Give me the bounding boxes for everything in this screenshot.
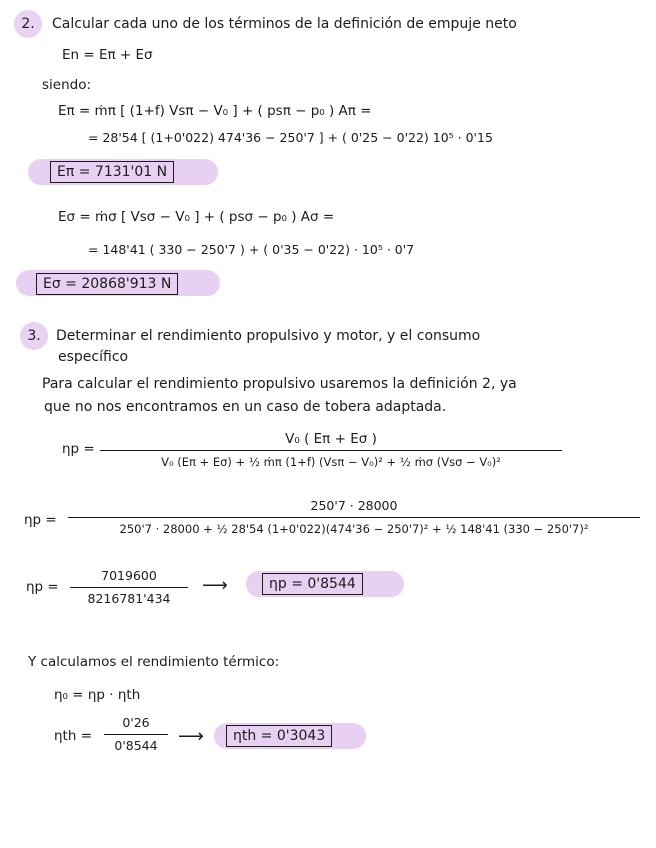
- section-3-title-line-2: específico: [58, 349, 129, 365]
- paragraph-line-1: Para calcular el rendimiento propulsivo usaremos la definición 2, ya: [42, 376, 517, 392]
- section-2-title: Calcular cada uno de los términos de la definición de empuje neto: [52, 16, 517, 32]
- eta-p-label-1: ηp =: [62, 441, 95, 457]
- net-thrust-equation: En = Eπ + Eσ: [62, 47, 153, 63]
- fraction-denominator: 250'7 · 28000 + ½ 28'54 (1+0'022)(474'36 − 250'7)² + ½ 148'41 (330 − 250'7)²: [119, 522, 589, 536]
- secondary-thrust-result: Eσ = 20868'913 N: [36, 273, 178, 295]
- fraction-denominator: V₀ (Eπ + Eσ) + ½ ṁπ (1+f) (Vsπ − V₀)² + ½ ṁσ (Vsσ − V₀)²: [161, 455, 501, 469]
- fraction-numerator: V₀ ( Eπ + Eσ ): [285, 431, 377, 447]
- fraction-denominator: 8216781'434: [87, 591, 171, 606]
- propulsive-efficiency-definition: [100, 430, 562, 471]
- fraction-bar: [70, 587, 188, 588]
- fraction-numerator: 7019600: [101, 568, 157, 583]
- paragraph-line-2: que no nos encontramos en un caso de tobera adaptada.: [44, 399, 447, 415]
- overall-efficiency-equation: η₀ = ηp · ηth: [54, 687, 141, 703]
- propulsive-efficiency-value-fraction: [70, 567, 188, 608]
- eta-th-label: ηth =: [54, 728, 93, 744]
- propulsive-efficiency-result: ηp = 0'8544: [262, 573, 363, 595]
- propulsive-efficiency-substitution: [68, 497, 640, 538]
- fraction-bar: [104, 734, 168, 735]
- thermal-efficiency-fraction: [104, 714, 168, 755]
- fraction-bar: [100, 450, 562, 451]
- arrow-icon: ⟶: [202, 575, 228, 596]
- fraction-numerator: 250'7 · 28000: [310, 498, 398, 513]
- primary-thrust-substitution: = 28'54 [ (1+0'022) 474'36 − 250'7 ] + ( 0'25 − 0'22) 10⁵ · 0'15: [88, 130, 493, 145]
- thermal-efficiency-result: ηth = 0'3043: [226, 725, 332, 747]
- secondary-thrust-substitution: = 148'41 ( 330 − 250'7 ) + ( 0'35 − 0'22) · 10⁵ · 0'7: [88, 242, 415, 257]
- eta-p-label-3: ηp =: [26, 579, 59, 595]
- fraction-bar: [68, 517, 640, 518]
- thermal-efficiency-intro: Y calculamos el rendimiento térmico:: [28, 654, 280, 670]
- primary-thrust-definition: Eπ = ṁπ [ (1+f) Vsπ − V₀ ] + ( psπ − p₀ ) Aπ =: [58, 103, 372, 119]
- section-2-number-badge: 2.: [14, 10, 42, 38]
- primary-thrust-result: Eπ = 7131'01 N: [50, 161, 174, 183]
- section-3-title-line-1: Determinar el rendimiento propulsivo y motor, y el consumo: [56, 328, 481, 344]
- eta-p-label-2: ηp =: [24, 512, 57, 528]
- fraction-numerator: 0'26: [122, 715, 150, 730]
- section-3-number-badge: 3.: [20, 322, 48, 350]
- secondary-thrust-definition: Eσ = ṁσ [ Vsσ − V₀ ] + ( psσ − p₀ ) Aσ =: [58, 209, 335, 225]
- arrow-icon: ⟶: [178, 726, 204, 747]
- fraction-denominator: 0'8544: [114, 738, 158, 753]
- siendo-label: siendo:: [42, 77, 92, 93]
